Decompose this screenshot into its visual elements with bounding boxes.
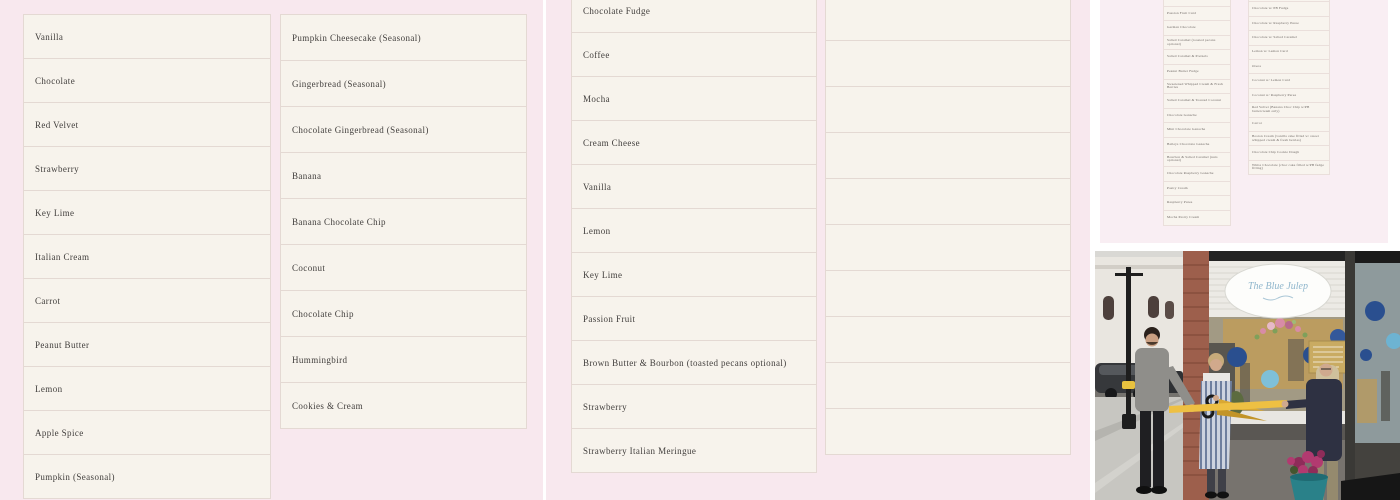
mini-flavor-cell: Mocha Pastry Cream (1163, 210, 1231, 226)
mini-flavor-cell: Salted Caramel & Pretzels (1163, 49, 1231, 65)
empty-cell (825, 132, 1071, 179)
flavor-cell: Coconut (280, 244, 527, 291)
right-window-pane (1345, 251, 1400, 500)
mini-flavor-cell: Peanut Butter Fudge (1163, 64, 1231, 80)
flavor-cell: Vanilla (571, 164, 817, 209)
mini-flavor-cell: Chocolate w/ Salted Caramel (1248, 30, 1330, 45)
flavor-cell: Coffee (571, 32, 817, 77)
mini-flavor-cell: Oreos (1248, 59, 1330, 74)
empty-cell (825, 408, 1071, 455)
mini-flavor-cell: Raspberry Puree (1163, 195, 1231, 211)
flavor-cell: Chocolate (23, 58, 271, 103)
ribbon-cutting-photo (1095, 251, 1400, 500)
store-sign (1225, 264, 1331, 318)
mini-flavor-cell: Salted Caramel (toasted pecans optional) (1163, 35, 1231, 51)
mini-menu-preview (1095, 0, 1400, 247)
store-sign-text: The Blue Julep (1248, 281, 1308, 292)
flavor-cell: Strawberry (571, 384, 817, 429)
frosting-flavor-list (571, 0, 817, 473)
empty-cell (825, 86, 1071, 133)
empty-cell (825, 224, 1071, 271)
flavor-cell: Key Lime (23, 190, 271, 235)
flavor-cell: Peanut Butter (23, 322, 271, 367)
mini-flavor-cell: White Chocolate (choc cake filled w/PB fudge filling) (1248, 160, 1330, 175)
empty-cell (825, 178, 1071, 225)
flavor-cell: Carrot (23, 278, 271, 323)
mini-menu-page (1100, 0, 1388, 243)
flavor-cell: Key Lime (571, 252, 817, 297)
flavor-cell: Mocha (571, 76, 817, 121)
mini-flavor-cell: Coconut w/ Raspberry Puree (1248, 88, 1330, 103)
flavor-cell: Banana Chocolate Chip (280, 198, 527, 245)
mini-flavor-cell: Chocolate Ganache (1163, 108, 1231, 124)
flavor-cell: Passion Fruit (571, 296, 817, 341)
flavor-cell: Strawberry (23, 146, 271, 191)
empty-cell (825, 270, 1071, 317)
flavor-cell: Brown Butter & Bourbon (toasted pecans optional) (571, 340, 817, 385)
flavor-cell: Vanilla (23, 14, 271, 59)
mini-flavor-cell: Pastry Cream (1163, 181, 1231, 197)
mini-flavor-cell: Mint Chocolate Ganache (1163, 122, 1231, 138)
flavor-cell: Hummingbird (280, 336, 527, 383)
mini-flavor-cell: Baileys Chocolate Ganache (1163, 137, 1231, 153)
empty-cell (825, 316, 1071, 363)
menu-panel-left (0, 0, 543, 500)
flavor-cell: Cookies & Cream (280, 382, 527, 429)
mini-flavor-cell: Sweetened Whipped Cream & Fresh Berries (1163, 79, 1231, 95)
mini-flavor-cell: Salted Caramel & Toasted Coconut (1163, 93, 1231, 109)
empty-cell (825, 362, 1071, 409)
empty-flavor-list (825, 0, 1071, 455)
mini-flavor-cell: Chocolate Chip Cookie Dough (1248, 145, 1330, 160)
mini-flavor-cell: Coconut w/ Lemon Curd (1248, 73, 1330, 88)
flavor-cell: Pumpkin (Seasonal) (23, 454, 271, 499)
mini-flavor-cell: German Chocolate (1163, 20, 1231, 36)
mini-fillings-list-1 (1163, 0, 1231, 226)
flavor-cell: Italian Cream (23, 234, 271, 279)
mini-flavor-cell: Lemon w/ Lemon Curd (1248, 45, 1330, 60)
flavor-cell: Gingerbread (Seasonal) (280, 60, 527, 107)
mini-flavor-cell: Passion Fruit Curd (1163, 6, 1231, 22)
empty-cell (825, 40, 1071, 87)
mini-flavor-cell: Chocolate w/ Raspberry Puree (1248, 16, 1330, 31)
cake-flavor-list-2 (280, 15, 527, 429)
mini-flavor-cell: Boston Cream (vanilla cake filled w/ sweet whipped cream & fresh berries) (1248, 131, 1330, 146)
mini-flavor-cell: Chocolate w/ PB Fudge (1248, 1, 1330, 16)
flavor-cell: Chocolate Chip (280, 290, 527, 337)
flavor-cell: Cream Cheese (571, 120, 817, 165)
flavor-cell: Red Velvet (23, 102, 271, 147)
flavor-cell: Chocolate Fudge (571, 0, 817, 33)
menu-panel-middle (546, 0, 1090, 500)
mini-flavor-cell: Carrot (1248, 117, 1330, 132)
flavor-cell: Apple Spice (23, 410, 271, 455)
mini-flavor-cell: Chocolate Raspberry Ganache (1163, 166, 1231, 182)
flavor-cell: Lemon (571, 208, 817, 253)
flavor-cell: Banana (280, 152, 527, 199)
flavor-cell: Chocolate Gingerbread (Seasonal) (280, 106, 527, 153)
empty-cell (825, 0, 1071, 41)
mini-flavor-cell: Red Velvet (Banana Choc Chip w/PB buttercream only) (1248, 102, 1330, 117)
flavor-cell: Pumpkin Cheesecake (Seasonal) (280, 14, 527, 61)
flavor-cell: Strawberry Italian Meringue (571, 428, 817, 473)
mini-fillings-list-2 (1248, 0, 1330, 175)
flavor-cell: Lemon (23, 366, 271, 411)
mini-flavor-cell: Bourbon & Salted Caramel (nuts optional) (1163, 152, 1231, 168)
cake-flavor-list-1 (23, 15, 271, 499)
